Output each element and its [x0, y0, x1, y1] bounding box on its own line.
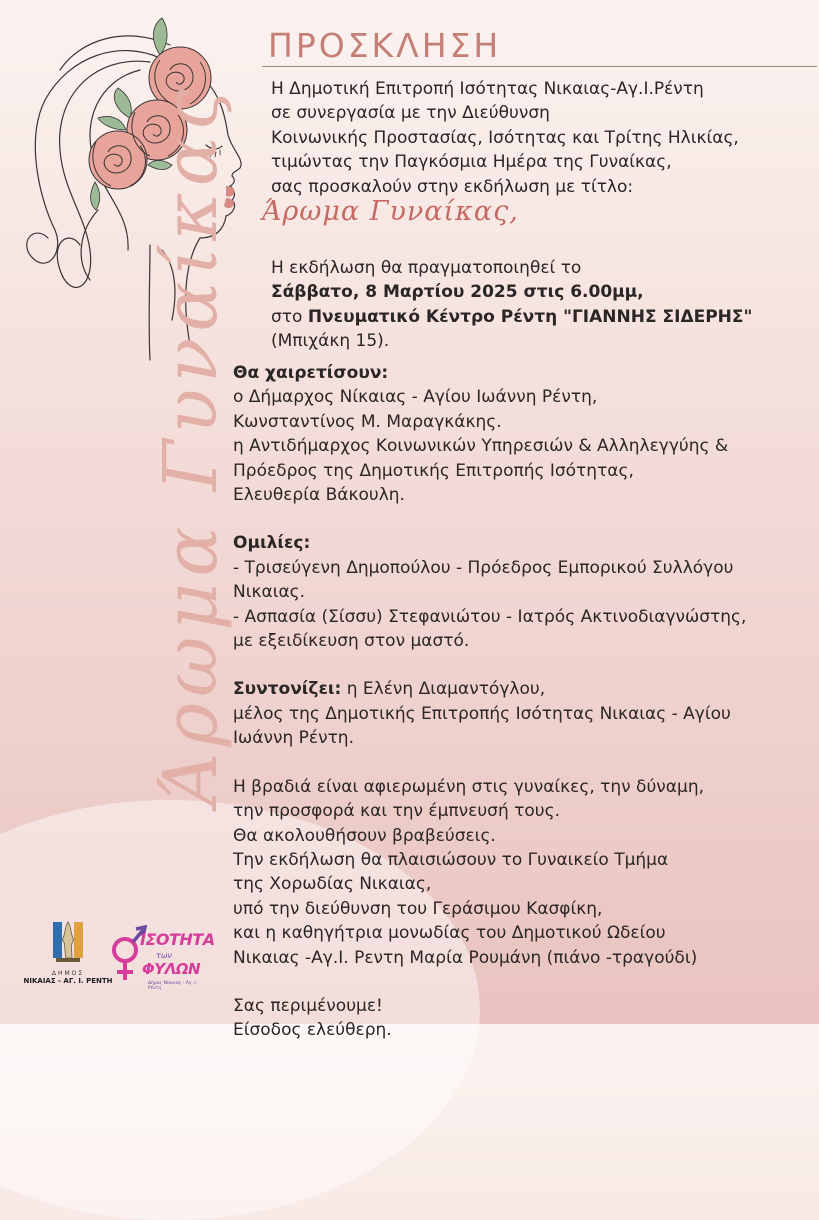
- event-venue-line: [271, 305, 752, 329]
- isotita-mid-text: των: [156, 951, 172, 960]
- isotita-top-text: ΙΣΟΤΗΤΑ: [140, 930, 215, 949]
- speeches-line: - Τρισεύγενη Δημοπούλου - Πρόεδρος Εμπορικού Συλλόγου: [233, 557, 734, 578]
- page-title: ΠΡΟΣΚΛΗΣΗ: [268, 26, 502, 65]
- municipality-logo: [22, 918, 114, 985]
- signoff-line: Είσοδος ελεύθερη.: [233, 1020, 392, 1041]
- closing-line: Η βραδιά είναι αφιερωμένη στις γυναίκες, την δύναμη,: [233, 776, 704, 797]
- intro-paragraph: [271, 77, 739, 199]
- event-address: (Μπιχάκη 15).: [271, 331, 390, 352]
- greetings-line: η Αντιδήμαρχος Κοινωνικών Υπηρεσιών & Αλληλεγγύης &: [233, 436, 729, 457]
- greetings-line: Κωνσταντίνος Μ. Μαραγκάκης.: [233, 411, 502, 432]
- coordinator-name: η Ελένη Διαμαντόγλου,: [341, 679, 546, 700]
- intro-line: Κοινωνικής Προστασίας, Ισότητας και Τρίτης Ηλικίας,: [271, 127, 739, 148]
- speeches-heading: Ομιλίες:: [233, 533, 311, 554]
- statue-icon: [48, 918, 88, 964]
- speeches-line: με εξειδίκευση στον μαστό.: [233, 631, 470, 652]
- greetings-heading: Θα χαιρετίσουν:: [233, 363, 389, 383]
- title-divider: [262, 66, 817, 67]
- greetings-line: Ελευθερία Βάκουλη.: [233, 485, 405, 506]
- event-venue: Πνευματικό Κέντρο Ρέντη "ΓΙΑΝΝΗΣ ΣΙΔΕΡΗΣ": [307, 306, 753, 327]
- coordinator-heading: Συντονίζει:: [233, 679, 342, 700]
- intro-line: Η Δημοτική Επιτροπή Ισότητας Νικαιας-Αγ.Ι.Ρέντη: [271, 79, 704, 99]
- municipality-caption-bottom: ΝΙΚΑΙΑΣ - ΑΓ. Ι. ΡΕΝΤΗ: [23, 977, 113, 985]
- greetings-line: Πρόεδρος της Δημοτικής Επιτροπής Ισότητας,: [233, 460, 634, 481]
- intro-line: σας προσκαλούν στην εκδήλωση με τίτλο:: [271, 176, 634, 197]
- closing-line: Θα ακολουθήσουν βραβεύσεις.: [233, 825, 496, 846]
- intro-line: τιμώντας την Παγκόσμια Ημέρα της Γυναίκας,: [271, 152, 672, 173]
- vertical-script-title: Άρωμα Γυναίκας: [148, 82, 234, 806]
- venue-prefix: στο: [271, 306, 308, 327]
- intro-line: σε συνεργασία με την Διεύθυνση: [271, 103, 550, 124]
- coordinator-detail: Ιωάννη Ρέντη.: [233, 728, 354, 749]
- event-details: [271, 256, 752, 354]
- closing-line: την προσφορά και την έμπνευσή τους.: [233, 801, 560, 822]
- gender-equality-logo: [108, 920, 215, 992]
- closing-line: της Χορωδίας Νικαιας,: [233, 874, 432, 895]
- closing-line: υπό την διεύθυνση του Γεράσιμου Κασφίκη,: [233, 898, 603, 919]
- speeches-line: Νικαιας.: [233, 582, 306, 603]
- speeches-line: - Ασπασία (Σίσσυ) Στεφανιώτου - Ιατρός Ακτινοδιαγνώστης,: [233, 606, 747, 627]
- isotita-subtitle: Δήμος Νίκαιας - Αγ. Ι. Ρέντη: [148, 981, 198, 991]
- event-date: Σάββατο, 8 Μαρτίου 2025 στις 6.00μμ,: [271, 282, 644, 303]
- program-body: [233, 361, 746, 1043]
- signoff-line: Σας περιμένουμε!: [233, 995, 383, 1016]
- closing-line: Την εκδήλωση θα πλαισιώσουν το Γυναικείο Τμήμα: [233, 849, 669, 870]
- isotita-bottom-text: ΦΥΛΩΝ: [142, 960, 201, 978]
- closing-line: και η καθηγήτρια μονωδίας του Δημοτικού Ωδείου: [233, 923, 666, 944]
- municipality-caption-top: ΔΗΜΟΣ: [51, 970, 85, 977]
- event-intro-line: Η εκδήλωση θα πραγματοποιηθεί το: [271, 258, 582, 278]
- greetings-line: ο Δήμαρχος Νίκαιας - Αγίου Ιωάννη Ρέντη,: [233, 387, 598, 408]
- closing-line: Νικαιας -Αγ.Ι. Ρεντη Μαρία Ρουμάνη (πιάνο -τραγούδι): [233, 947, 698, 968]
- coordinator-detail: μέλος της Δημοτικής Επιτροπής Ισότητας Νικαιας - Αγίου: [233, 703, 731, 724]
- coordinator-line: [233, 677, 746, 701]
- event-script-title: Άρωμα Γυναίκας,: [262, 196, 519, 227]
